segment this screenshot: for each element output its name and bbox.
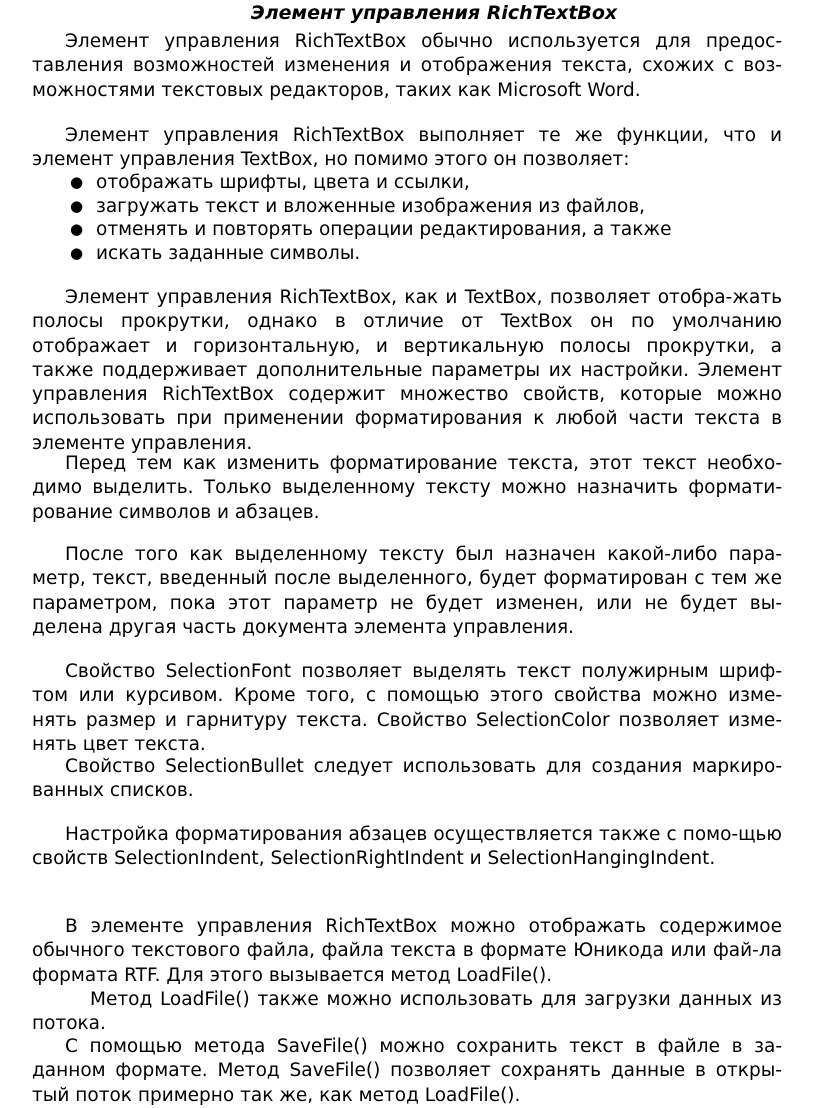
bullet-icon: ● [70, 220, 84, 238]
paragraph-selectionbullet: Свойство SelectionBullet следует использовать для создания маркиро-ванных списков. [32, 756, 782, 802]
list-item: ● отображать шрифты, цвета и ссылки, [70, 172, 470, 193]
paragraph-stream: Метод LoadFile() также можно использовать для загрузки данных из потока. [32, 989, 782, 1035]
list-item: ● отменять и повторять операции редактирования, а также [70, 219, 672, 240]
paragraph-savefile: С помощью метода SaveFile() можно сохранить текст в файле в за-данном формате. Метод SaveFile() позволяет сохранять данные в откры-тый поток примерно так же, как метод LoadFile(). [32, 1036, 782, 1106]
bullet-icon: ● [70, 196, 84, 215]
paragraph-parameters: После того как выделенному тексту был назначен какой-либо пара-метр, текст, введенный после выделенного, будет форматирован с тем же параметром, пока этот параметр не будет изменен, или не будет вы-делена другая часть документа элемента управления. [32, 544, 782, 638]
bullet-icon: ● [70, 173, 84, 191]
paragraph-functions: Элемент управления RichTextBox выполняет те же функции, что и элемент управления TextBox, но помимо этого он позволяет: [32, 125, 782, 171]
list-item: ● загружать текст и вложенные изображения из файлов, [70, 195, 646, 217]
paragraph-loadfile: В элементе управления RichTextBox можно отображать содержимое обычного текстового файла, файла текста в формате Юникода или фай-ла формата RTF. Для этого вызывается метод LoadFile(). [32, 916, 782, 986]
paragraph-selectionfont: Свойство SelectionFont позволяет выделять текст полужирным шриф-том или курсивом. Кроме того, с помощью этого свойства можно изме- нять размер и гарнитуру текста. Свойство SelectionColor позволяет изме- нять цвет текста. [32, 661, 782, 755]
list-item: ● искать заданные символы. [70, 242, 361, 264]
paragraph-intro: Элемент управления RichTextBox обычно используется для предос-тавления возможностей изменения и отображения текста, схожих с воз-можностями текстовых редакторов, таких как Microsoft Word. [32, 31, 782, 101]
feature-list [32, 171, 782, 265]
paragraph-indent: Настройка форматирования абзацев осуществляется также с помо-щью свойств SelectionIndent, SelectionRightIndent и SelectionHangingIndent. [32, 824, 782, 870]
document-title: Элемент управления RichTextBox [250, 2, 618, 24]
paragraph-scrollbars: Элемент управления RichTextBox, как и TextBox, позволяет отобра-жать полосы прокрутки, однако в отличие от TextBox он по умолчанию отображает и горизонтальную, и вертикальную полосы прокрутки, а также поддерживает дополнительные параметры их настройки. Элемент управления RichTextBox содержит множество свойств, которые можно использовать при применении форматирования к любой части текста в элементе управления. [32, 287, 782, 454]
paragraph-selection: Перед тем как изменить форматирование текста, этот текст необхо-димо выделить. Только выделенному тексту можно назначить формати-рование символов и абзацев. [32, 453, 782, 523]
bullet-icon: ● [70, 243, 84, 262]
